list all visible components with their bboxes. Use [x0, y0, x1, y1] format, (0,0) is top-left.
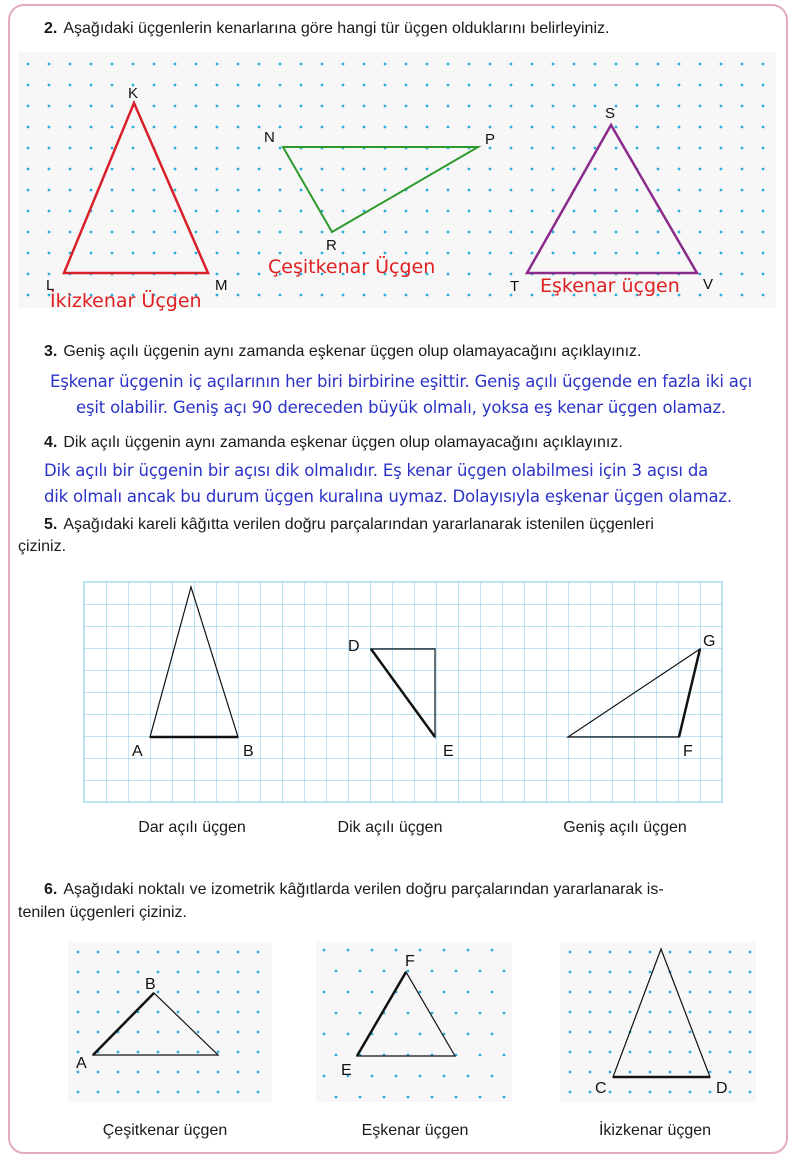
vertex-n: N [264, 129, 275, 146]
answer-stv: Eşkenar üçgen [540, 275, 680, 297]
vertex-k: K [128, 85, 139, 102]
vertex-s: S [605, 105, 616, 122]
vertex-a: A [132, 743, 143, 760]
vertex-d: D [348, 638, 360, 655]
vertex-b-6: B [145, 976, 156, 993]
vertex-l: L [46, 277, 55, 294]
vertex-p: P [485, 131, 496, 148]
vertex-d-6: D [716, 1080, 728, 1097]
dot-grid-1 [68, 942, 272, 1102]
answer-npr: Çeşitkenar Üçgen [268, 256, 436, 278]
vertex-m: M [215, 277, 228, 294]
question-5-text-line-2: çiziniz. [18, 538, 67, 555]
answer-klm: İkizkenar Üçgen [50, 290, 202, 312]
vertex-c-6: C [595, 1080, 607, 1097]
question-5-text-line-1: Aşağıdaki kareli kâğıtta verilen doğru parçalarından yararlanarak istenilen üçgenleri [63, 516, 654, 533]
question-5-number: 5. [44, 516, 58, 533]
question-4-text: Dik açılı üçgenin aynı zamanda eşkenar üçgen olup olamayacağını açıklayınız. [63, 434, 623, 451]
vertex-v: V [703, 276, 714, 293]
vertex-e: E [443, 743, 454, 760]
caption-acute: Dar açılı üçgen [138, 819, 246, 836]
question-3-number: 3. [44, 343, 58, 360]
question-3-text: Geniş açılı üçgenin aynı zamanda eşkenar üçgen olup olamayacağını açıklayınız. [63, 343, 642, 360]
vertex-r: R [326, 237, 337, 254]
caption-equilateral: Eşkenar üçgen [361, 1122, 469, 1139]
vertex-t: T [510, 278, 520, 295]
vertex-a-6: A [76, 1055, 87, 1072]
vertex-f-6: F [405, 953, 415, 970]
vertex-g: G [703, 633, 716, 650]
caption-scalene: Çeşitkenar üçgen [102, 1122, 228, 1139]
question-6-text-line-1: Aşağıdaki noktalı ve izometrik kâğıtlarda verilen doğru parçalarından yararlanarak is- [63, 881, 664, 898]
question-4-number: 4. [44, 434, 58, 451]
answer-4-line-2: dik olmalı ancak bu durum üçgen kuralına uymaz. Dolayısıyla eşkenar üçgen olamaz. [44, 487, 732, 506]
caption-right: Dik açılı üçgen [337, 819, 443, 836]
question-6-number: 6. [44, 881, 58, 898]
vertex-e-6: E [341, 1062, 352, 1079]
vertex-f: F [683, 743, 693, 760]
question-2-number: 2. [44, 20, 58, 37]
answer-3-line-1: Eşkenar üçgenin iç açılarının her biri birbirine eşittir. Geniş açılı üçgende en fazla iki açı [50, 372, 752, 391]
question-2-text: Aşağıdaki üçgenlerin kenarlarına göre hangi tür üçgen olduklarını belirleyiniz. [63, 20, 610, 37]
caption-isosceles: İkizkenar üçgen [598, 1122, 712, 1139]
answer-4-line-1: Dik açılı bir üçgenin bir açısı dik olmalıdır. Eş kenar üçgen olabilmesi için 3 açısı da [44, 461, 709, 480]
answer-3-line-2: eşit olabilir. Geniş açı 90 dereceden büyük olmalı, yoksa eş kenar üçgen olamaz. [76, 398, 726, 417]
question-6-text-line-2: tenilen üçgenleri çiziniz. [18, 904, 187, 921]
caption-obtuse: Geniş açılı üçgen [563, 819, 687, 836]
vertex-b: B [243, 743, 254, 760]
